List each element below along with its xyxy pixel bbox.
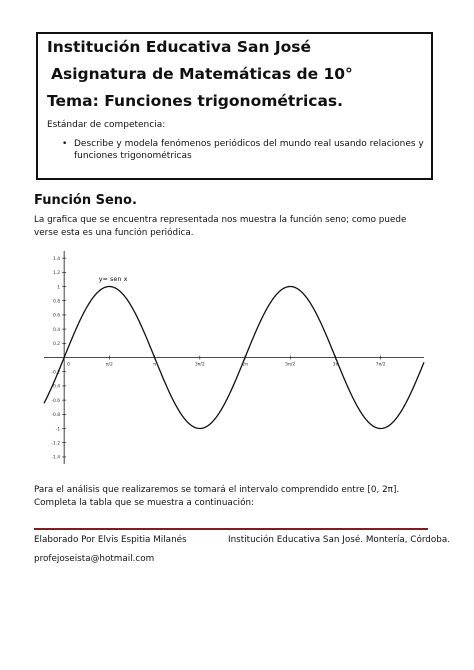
footer-institution: Institución Educativa San José. Montería, Córdoba. (228, 535, 451, 545)
x-tick-label: 3π/2 (194, 362, 205, 368)
standard-text-line1: Describe y modela fenómenos periódicos del mundo real usando relaciones y (74, 139, 424, 149)
intro-line2: verse esta es una función periódica. (34, 228, 194, 238)
subject-title: Asignatura de Matemáticas de 10° (51, 65, 353, 83)
y-tick-label: 0.8 (52, 299, 61, 305)
y-tick-label: 0.6 (52, 313, 61, 319)
y-tick-label: 1 (57, 285, 61, 291)
y-tick-label: -0.4 (51, 384, 61, 390)
graph-axes (44, 251, 424, 464)
series-label: y= sen x (98, 274, 128, 283)
y-tick-label: -1 (55, 427, 61, 433)
x-tick-label: 7π/2 (375, 362, 386, 368)
closing-line1: Para el análisis que realizaremos se tomará el intervalo comprendido entre [0, 2π]. (34, 485, 400, 495)
y-tick-label: -1.2 (51, 441, 61, 447)
footer-author: Elaborado Por Elvis Espitia Milanés (34, 535, 187, 545)
standard-label: Estándar de competencia: (47, 120, 166, 130)
closing-line2: Completa la tabla que se muestra a continuación: (34, 498, 255, 508)
footer-divider (34, 528, 428, 530)
x-tick-label: π (153, 362, 156, 368)
y-tick-label: -0.6 (51, 398, 61, 404)
intro-line1: La grafica que se encuentra representada nos muestra la función seno; como puede (34, 215, 407, 225)
institution-title: Institución Educativa San José (47, 38, 312, 56)
footer-email: profejoseista@hotmail.com (34, 554, 155, 564)
y-tick-label: 0.2 (52, 342, 61, 348)
y-tick-label: 0.4 (52, 327, 61, 333)
standard-text-line2: funciones trigonométricas (74, 151, 192, 161)
section-title: Función Seno. (34, 193, 137, 208)
y-tick-label: 1.4 (52, 256, 61, 262)
topic-title: Tema: Funciones trigonométricas. (47, 92, 344, 110)
y-tick-label: -0.2 (51, 370, 61, 376)
x-tick-label: 2π (242, 362, 248, 368)
y-tick-label: 1.2 (52, 271, 61, 277)
y-tick-label: -0.8 (51, 413, 61, 419)
x-tick-label: π/2 (105, 362, 113, 368)
x-tick-label: 3π (332, 362, 339, 368)
x-tick-label: 0 (67, 362, 71, 368)
bullet-icon: • (62, 139, 68, 149)
x-tick-label: 5π/2 (285, 362, 296, 368)
y-tick-label: -1.4 (51, 455, 61, 461)
sine-graph (34, 245, 434, 470)
